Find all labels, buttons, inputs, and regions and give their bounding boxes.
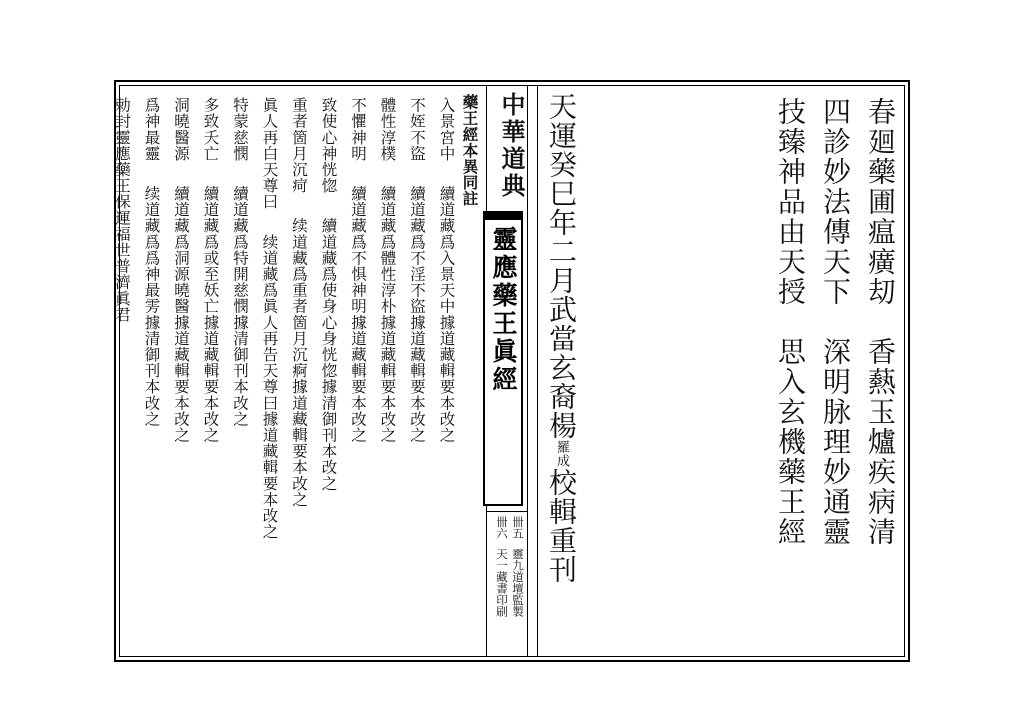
poem-line-2: 四診妙法傳天下 深明脉理妙通靈 <box>819 97 852 547</box>
note-line <box>202 97 218 443</box>
note-line <box>438 97 454 443</box>
poem-line-1: 春廻藥圃瘟癀刧 香爇玉爐疾病清 <box>864 97 897 547</box>
note-line <box>379 97 395 443</box>
publisher-2: 天一藏書印刷 <box>495 548 509 617</box>
note-variant: 续道藏爲重者箇月沉痾據道藏輯要本改之 <box>290 217 308 508</box>
note-original: 致使心神恍惚 <box>319 97 338 194</box>
divider-line <box>537 86 538 656</box>
note-original: 特蒙慈憫 <box>231 97 249 162</box>
note-line <box>350 97 366 443</box>
title-box <box>483 218 523 506</box>
note-variant: 續道藏爲不淫不盜據道藏輯要本改之 <box>408 185 426 444</box>
edition-statement <box>541 92 581 584</box>
note-variant: 续道藏爲眞人再告天尊曰據道藏輯要本改之 <box>260 233 279 540</box>
editor-name: 羅成 <box>554 440 569 468</box>
note-line <box>232 97 248 427</box>
poem-line-3: 技臻神品由天授 思入玄機藥王經 <box>774 97 807 547</box>
note-line <box>409 97 425 443</box>
note-variant: 續道藏爲或至妖亡據道藏輯要本改之 <box>201 185 220 444</box>
note-original: 眞人再白天尊曰 <box>260 97 279 210</box>
note-original: 不懼神明 <box>349 97 367 162</box>
note-original: 不姪不盜 <box>408 97 426 162</box>
note-original: 勅封靈應藥王保運福世普濟眞君 <box>113 97 131 323</box>
note-variant: 續道藏爲不惧神明據道藏輯要本改之 <box>349 185 367 444</box>
note-original: 入景宮中 <box>437 97 456 162</box>
note-original: 重者箇月沉疴 <box>290 97 308 194</box>
note-variant: 續道藏爲使身心身恍惚據清御刊本改之 <box>319 217 338 492</box>
note-variant: 續道藏爲洞源曉醫據道藏輯要本改之 <box>172 185 190 444</box>
scripture-title: 靈應藥王眞經 <box>489 226 518 394</box>
volume-number-2: 卌六 <box>495 516 509 539</box>
notes-heading: 藥王經本異同註 <box>460 94 480 207</box>
publisher-1: 靈九道壇監製 <box>511 548 525 617</box>
note-variant: 续道藏爲爲神最雱據清御刊本改之 <box>142 185 161 427</box>
note-line <box>261 97 277 540</box>
divider-line <box>486 511 528 512</box>
note-line <box>143 97 159 427</box>
note-line <box>173 97 189 443</box>
note-line <box>291 97 307 507</box>
note-variant: 續道藏爲入景天中據道藏輯要本改之 <box>437 185 456 444</box>
note-variant: 續道藏爲特開慈憫據清御刊本改之 <box>231 185 249 427</box>
note-original: 體性淳樸 <box>378 97 397 162</box>
note-original: 爲神最靈 <box>142 97 161 162</box>
edition-text: 天運癸巳年二月武當玄裔楊 <box>545 92 578 440</box>
note-line <box>320 97 336 491</box>
edition-end: 校輯重刊 <box>545 468 578 584</box>
note-variant: 續道藏爲體性淳朴據道藏輯要本改之 <box>378 185 397 444</box>
note-line <box>114 97 130 322</box>
volume-number-1: 卌五 <box>511 516 525 539</box>
series-brand: 中華道典 <box>497 92 526 200</box>
note-original: 多致夭亡 <box>201 97 220 162</box>
note-original: 洞曉醫源 <box>172 97 190 162</box>
